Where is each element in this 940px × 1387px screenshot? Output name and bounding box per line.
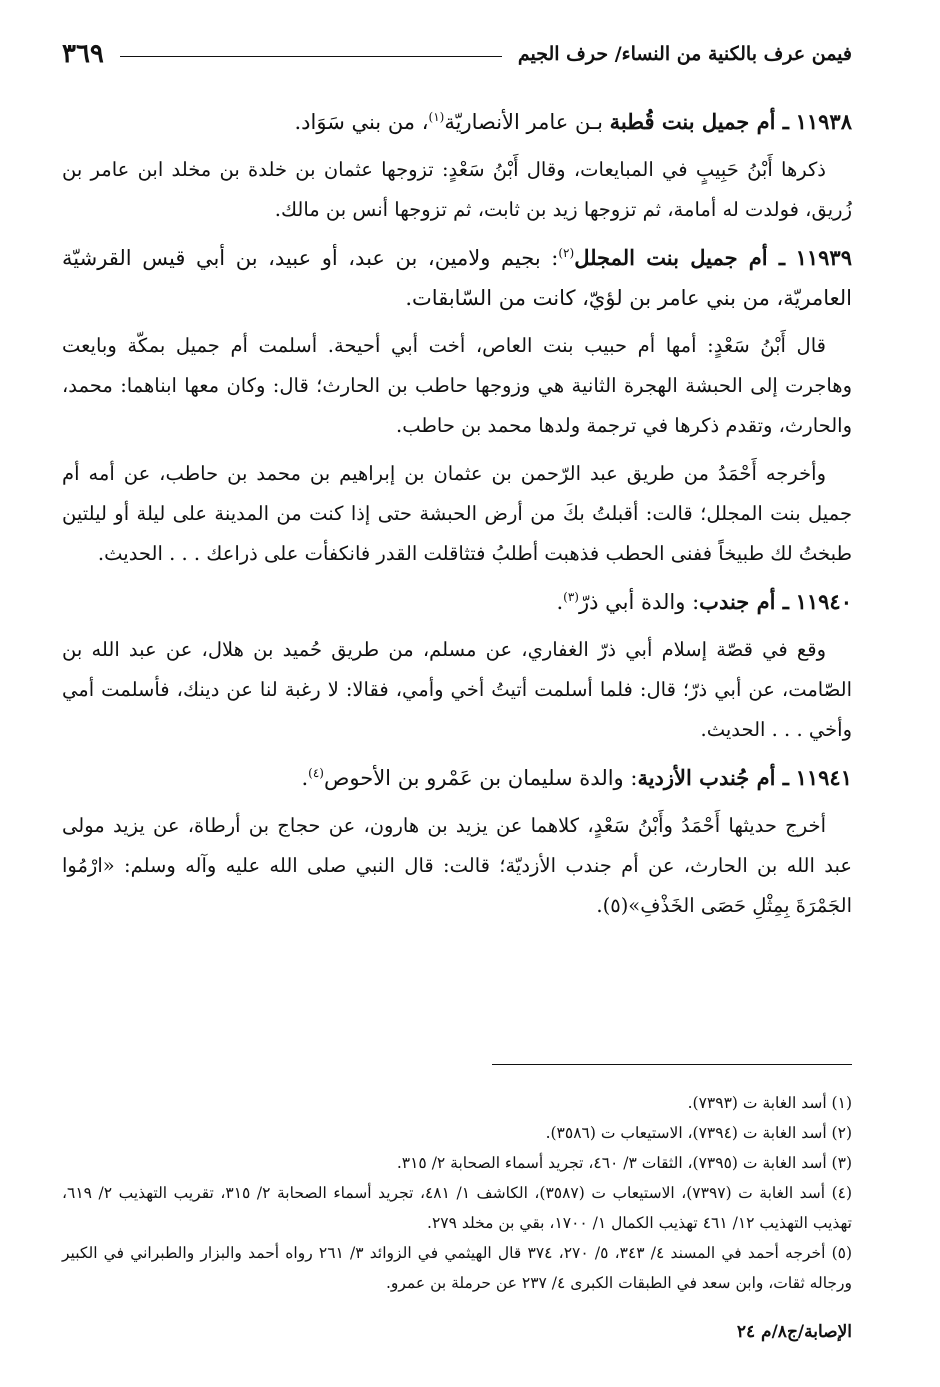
entry-paragraph: قال أَبْنُ سَعْدٍ: أمها أم حبيب بنت العاص، أخت أبي أحيحة. أسلمت أم جميل بمكّة وبايعت وهاجرت إلى الحبشة الهجرة الثانية هي وزوجها حاطب بن الحارث؛ قال: وكان معها ابناهما: محمد، والحارث، وتقدم ذكرها في ترجمة ولدها محمد بن حاطب. — [62, 334, 852, 437]
footnote-ref[interactable]: (٤) — [308, 766, 324, 780]
footnote: (١) أسد الغابة ت (٧٣٩٣). — [687, 1094, 852, 1112]
entry-paragraph: وأخرجه أَحْمَدُ من طريق عبد الرّحمن بن عثمان بن إبراهيم بن محمد بن حاطب، عن أمه أم جميل بنت المجلل؛ قالت: أقبلتُ بكَ من أرض الحبشة حتى إذا كنت من المدينة على ليلة أو ليلتين طبختُ لك طبيخاً ففنى الحطب فذهبت أطلبُ فتثاقلت القدر فانكفأت على ذراعك . . . الحديث. — [62, 462, 852, 565]
entry-paragraph: وقع في قصّة إسلام أبي ذرّ الغفاري، عن مسلم، من طريق حُميد بن هلال، عن عبد الله بن الصّامت، عن أبي ذرّ؛ قال: فلما أسلمت أتيتُ أخي وأمي، فقالا: لا رغبة لنا عن دينك، فأسلمت أمي وأخي . . . الحديث. — [62, 638, 852, 741]
footnote-ref[interactable]: (٣) — [563, 590, 579, 604]
entry-heading — [62, 102, 852, 142]
footnote: (٥) أخرجه أحمد في المسند ٤/ ٣٤٣، ٥/ ٢٧٠، ٣٧٤ قال الهيثمي في الزوائد ٣/ ٢٦١ رواه أحمد والبزار والطبراني في الكبير ورجاله ثقات، وابن سعد في الطبقات الكبرى ٤/ ٢٣٧ عن حرملة بن عمرو. — [62, 1244, 853, 1292]
entry-number: ١١٩٤٠ — [795, 589, 852, 614]
entry-lineage: بـن عامر الأنصاريّة — [444, 110, 610, 134]
entry-paragraph: أخرج حديثها أَحْمَدُ وأَبْنُ سَعْدٍ، كلاهما عن يزيد بن هارون، عن حجاج بن أرطاة، عن يزيد مولى عبد الله بن الحارث، عن أم جندب الأزديّة؛ قالت: قال النبي صلى الله عليه وآله وسلم: «ارْمُوا الجَمْرَةَ بِمِثْلِ حَصَى الخَذْفِ»(٥). — [62, 814, 852, 917]
header-rule — [120, 56, 502, 57]
entry-lineage: : والدة سليمان بن عَمْرو بن الأحوص — [323, 766, 638, 790]
entry-number: ١١٩٣٩ — [795, 245, 852, 270]
entry-number: ١١٩٤١ — [795, 765, 852, 790]
entry-number: ١١٩٣٨ — [795, 109, 852, 134]
entry-heading — [62, 758, 852, 798]
footnote-ref[interactable]: (١) — [428, 110, 445, 124]
entry-description: . — [556, 590, 564, 614]
entry-description: . — [301, 766, 309, 790]
footnote: (٤) أسد الغابة ت (٧٣٩٧)، الاستيعاب ت (٣٥٨٧)، الكاشف ١/ ٤٨١، تجريد أسماء الصحابة ٢/ ٣١٥، تقريب التهذيب ٢/ ٦١٩، تهذيب التهذيب ١٢/ ٤٦١ تهذيب الكمال ١/ ١٧٠٠، بقي بن مخلد ٢٧٩. — [62, 1184, 853, 1232]
entry-name: ـ أم جندب — [699, 589, 789, 614]
volume-signature: الإصابة/ج٨/م ٢٤ — [736, 1322, 852, 1342]
footnote: (٣) أسد الغابة ت (٧٣٩٥)، الثقات ٣/ ٤٦٠، تجريد أسماء الصحابة ٢/ ٣١٥. — [396, 1154, 852, 1172]
entry-name: ـ أم جميل بنت قُطبة — [609, 109, 789, 134]
entry-heading — [62, 582, 852, 622]
footnote: (٢) أسد الغابة ت (٧٣٩٤)، الاستيعاب ت (٣٥٨٦). — [545, 1124, 852, 1142]
footnotes — [62, 1088, 852, 1298]
page-number: ٣٦٩ — [62, 39, 104, 69]
entry-heading — [62, 238, 852, 318]
book-page — [62, 22, 852, 1367]
entry-description: : بجيم ولامين، بن عبد، أو عبيد، بن أبي قيس القرشيّة العامريّة، من بني عامر بن لؤيّ، كانت من السّابقات. — [62, 246, 852, 310]
main-text — [62, 102, 852, 934]
page-header — [62, 34, 852, 74]
entry-name: ـ أم جميل بنت المجلل — [574, 245, 785, 270]
entry-lineage: : والدة أبي ذرّ — [578, 590, 700, 614]
footnote-separator — [492, 1064, 852, 1065]
entry-paragraph: ذكرها أَبْنُ حَبِيبٍ في المبايعات، وقال أَبْنُ سَعْدٍ: تزوجها عثمان بن خلدة بن مخلد ابن عامر بن زُريق، فولدت له أمامة، ثم تزوجها زيد بن ثابت، ثم تزوجها أنس بن مالك. — [62, 158, 852, 221]
entry-description: ، من بني سَوَاد. — [294, 110, 429, 134]
running-title: فيمن عرف بالكنية من النساء/ حرف الجيم — [517, 43, 852, 65]
footnote-ref[interactable]: (٢) — [558, 246, 575, 260]
entry-name: ـ أم جُندب الأزدية — [637, 765, 789, 790]
